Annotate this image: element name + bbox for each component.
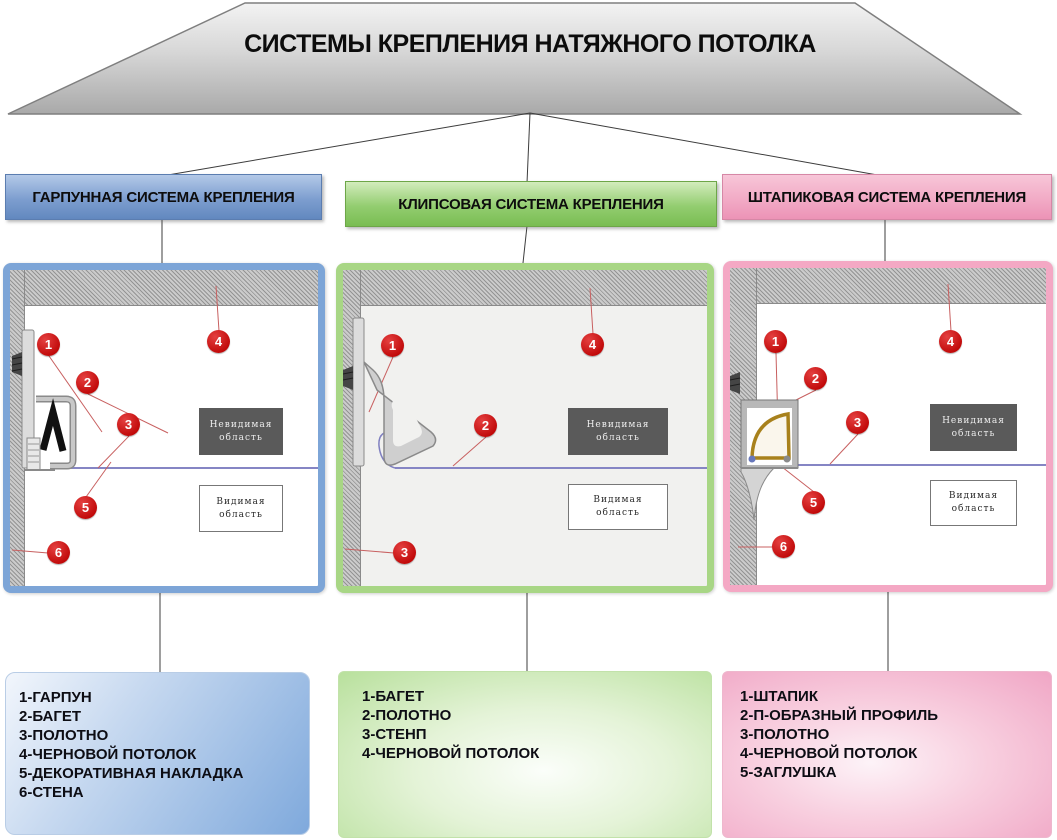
header-clip-label: КЛИПСОВАЯ СИСТЕМА КРЕПЛЕНИЯ [398,195,664,213]
marker-6: 6 [47,541,70,564]
marker-6: 6 [772,535,795,558]
legend-item: 2-П-ОБРАЗНЫЙ ПРОФИЛЬ [740,707,939,724]
title-banner [0,0,1057,120]
marker-3: 3 [117,413,140,436]
legend-harpoon [5,672,310,835]
legend-item: 3-ПОЛОТНО [19,727,109,744]
visible-area-label: Видимая область [199,485,283,532]
invisible-area-label: Невидимая область [930,404,1017,451]
legend-item: 2-ПОЛОТНО [362,707,452,724]
visible-area-label: Видимая область [930,480,1017,526]
marker-1: 1 [381,334,404,357]
invisible-area-label: Невидимая область [568,408,668,455]
legend-item: 4-ЧЕРНОВОЙ ПОТОЛОК [740,745,918,762]
marker-4: 4 [581,333,604,356]
legend-item: 2-БАГЕТ [19,708,82,725]
marker-2: 2 [474,414,497,437]
legend-item: 1-БАГЕТ [362,688,425,705]
marker-3: 3 [846,411,869,434]
header-clip-system [345,181,717,227]
marker-4: 4 [207,330,230,353]
marker-1: 1 [764,330,787,353]
legend-item: 3-ПОЛОТНО [740,726,830,743]
header-shtapik-label: ШТАПИКОВАЯ СИСТЕМА КРЕПЛЕНИЯ [747,188,1027,206]
panel-harpoon-diagram [3,263,325,593]
panel-clip-diagram [336,263,714,593]
legend-item: 4-ЧЕРНОВОЙ ПОТОЛОК [19,746,197,763]
legend-item: 6-СТЕНА [19,784,84,801]
legend-clip [338,671,712,838]
header-shtapik-system [722,174,1052,220]
panel-shtapik-diagram [723,261,1053,592]
marker-5: 5 [74,496,97,519]
legend-item: 4-ЧЕРНОВОЙ ПОТОЛОК [362,745,540,762]
marker-3: 3 [393,541,416,564]
visible-area-label: Видимая область [568,484,668,530]
legend-shtapik [722,671,1052,838]
marker-5: 5 [802,491,825,514]
header-harpoon-system [5,174,322,220]
header-harpoon-label: ГАРПУННАЯ СИСТЕМА КРЕПЛЕНИЯ [32,188,295,206]
legend-item: 5-ДЕКОРАТИВНАЯ НАКЛАДКА [19,765,244,782]
marker-2: 2 [76,371,99,394]
invisible-area-label: Невидимая область [199,408,283,455]
legend-item: 1-ШТАПИК [740,688,818,705]
marker-4: 4 [939,330,962,353]
marker-2: 2 [804,367,827,390]
legend-item: 3-СТЕНП [362,726,427,743]
marker-1: 1 [37,333,60,356]
page-title: СИСТЕМЫ КРЕПЛЕНИЯ НАТЯЖНОГО ПОТОЛКА [244,30,816,58]
legend-item: 5-ЗАГЛУШКА [740,764,837,781]
legend-item: 1-ГАРПУН [19,689,92,706]
title-trapezoid-shape [0,0,1057,120]
